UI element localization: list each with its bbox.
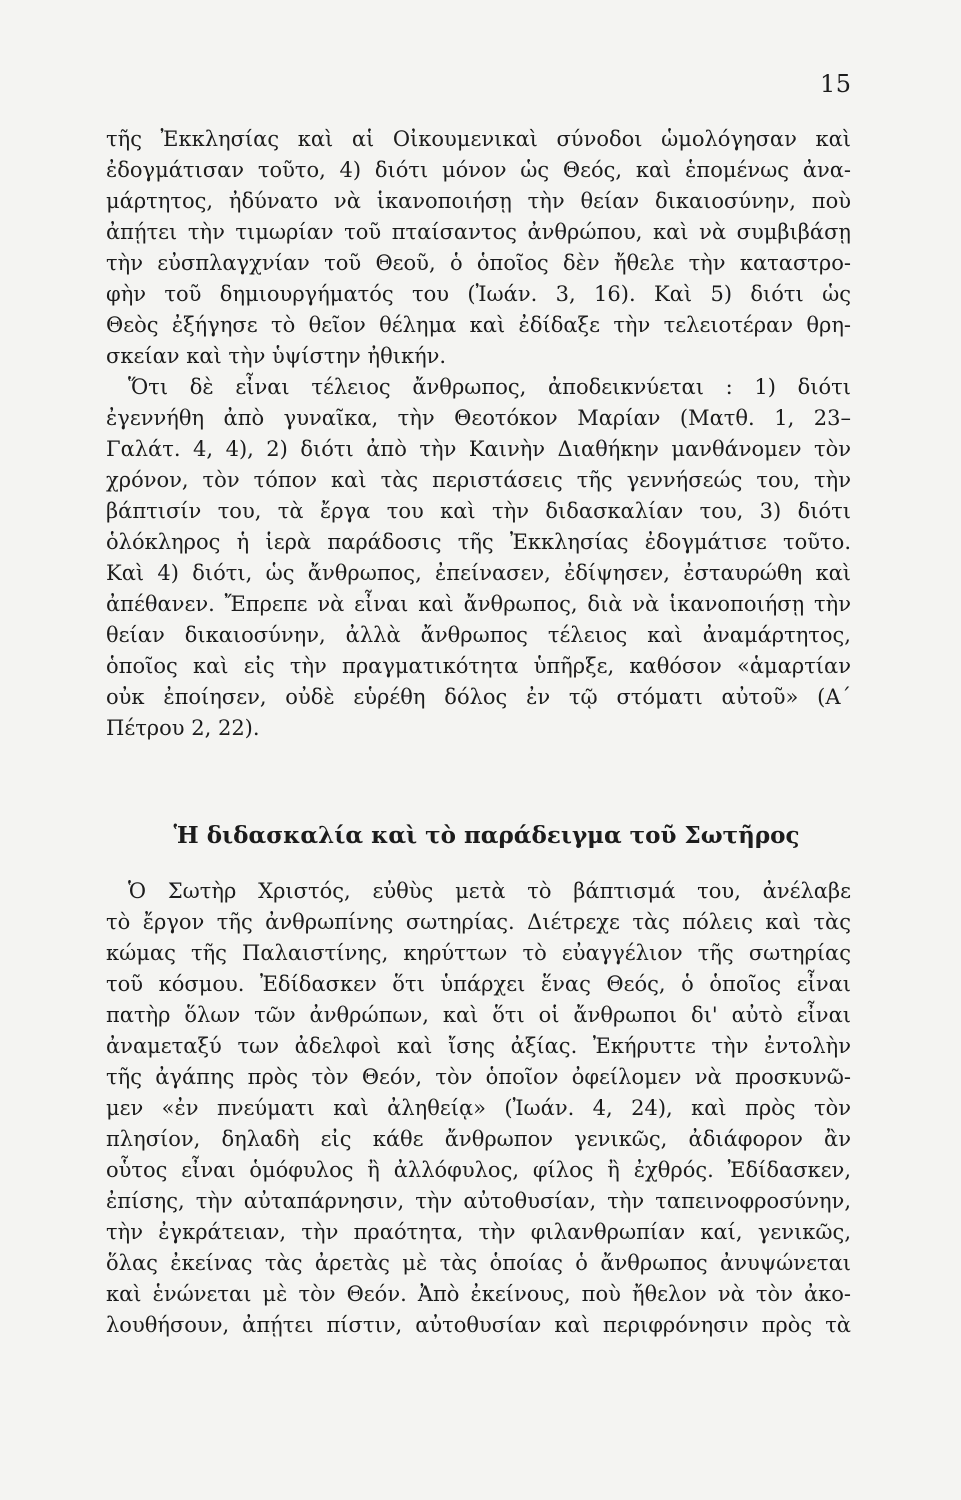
text-line: τῆς ἀγάπης πρὸς τὸν Θεόν, τὸν ὁποῖον ὀφείλομεν νὰ προσκυνῶ- [106,1065,851,1089]
section-heading: Ἡ διδασκαλία καὶ τὸ παράδειγμα τοῦ Σωτῆρος [173,822,800,849]
text-line: λουθήσουν, ἀπῄτει πίστιν, αὐτοθυσίαν καὶ περιφρόνησιν πρὸς τὰ [106,1313,851,1337]
text-line: ἀναμεταξύ των ἀδελφοὶ καὶ ἴσης ἀξίας. Ἐκήρυττε τὴν ἐντολὴν [106,1034,851,1058]
text-line: μεν «ἐν πνεύματι καὶ ἀληθείᾳ» (Ἰωάν. 4, 24), καὶ πρὸς τὸν [106,1096,851,1120]
text-line: χρόνον, τὸν τόπον καὶ τὰς περιστάσεις τῆς γεννήσεώς του, τὴν [106,468,851,492]
text-line: ὁλόκληρος ἡ ἱερὰ παράδοσις τῆς Ἐκκλησίας ἐδογμάτισε τοῦτο. [106,530,851,554]
text-line: οὗτος εἶναι ὁμόφυλος ἢ ἀλλόφυλος, φίλος ἢ ἐχθρός. Ἐδίδασκεν, [106,1158,851,1182]
text-line: Θεὸς ἐξήγησε τὸ θεῖον θέλημα καὶ ἐδίδαξε τὴν τελειοτέραν θρη- [106,313,851,337]
text-line: ὁποῖος καὶ εἰς τὴν πραγματικότητα ὑπῆρξε, καθόσον «ἁμαρτίαν [106,654,851,678]
text-line: ἐγεννήθη ἀπὸ γυναῖκα, τὴν Θεοτόκον Μαρίαν (Ματθ. 1, 23– [106,406,851,430]
text-line: τοῦ κόσμου. Ἐδίδασκεν ὅτι ὑπάρχει ἕνας Θεός, ὁ ὁποῖος εἶναι [106,972,851,996]
text-line: πλησίον, δηλαδὴ εἰς κάθε ἄνθρωπον γενικῶς, ἀδιάφορον ἂν [106,1127,851,1151]
text-line: σκείαν καὶ τὴν ὑψίστην ἠθικήν. [106,344,447,368]
text-line: ὅλας ἐκείνας τὰς ἀρετὰς μὲ τὰς ὁποίας ὁ ἄνθρωπος ἀνυψώνεται [106,1251,851,1275]
text-line: καὶ ἑνώνεται μὲ τὸν Θεόν. Ἀπὸ ἐκείνους, ποὺ ἤθελον νὰ τὸν ἀκο- [106,1282,851,1306]
text-line: μάρτητος, ἠδύνατο νὰ ἱκανοποιήσῃ τὴν θείαν δικαιοσύνην, ποὺ [106,189,851,213]
text-line: οὐκ ἐποίησεν, οὐδὲ εὑρέθη δόλος ἐν τῷ στόματι αὐτοῦ» (Α΄ [106,685,851,709]
text-line: βάπτισίν του, τὰ ἔργα του καὶ τὴν διδασκαλίαν του, 3) διότι [106,499,851,523]
text-line: ἀπῄτει τὴν τιμωρίαν τοῦ πταίσαντος ἀνθρώπου, καὶ νὰ συμβιβάσῃ [106,220,851,244]
text-line: Καὶ 4) διότι, ὡς ἄνθρωπος, ἐπείνασεν, ἐδίψησεν, ἐσταυρώθη καὶ [106,561,851,585]
text-line: τὴν εὐσπλαγχνίαν τοῦ Θεοῦ, ὁ ὁποῖος δὲν ἤθελε τὴν καταστρο- [106,251,851,275]
text-line: κώμας τῆς Παλαιστίνης, κηρύττων τὸ εὐαγγέλιον τῆς σωτηρίας [106,941,851,965]
text-line: θείαν δικαιοσύνην, ἀλλὰ ἄνθρωπος τέλειος καὶ ἀναμάρτητος, [106,623,851,647]
text-line: ἐπίσης, τὴν αὐταπάρνησιν, τὴν αὐτοθυσίαν, τὴν ταπεινοφροσύνην, [106,1189,851,1213]
text-line: Ὅτι δὲ εἶναι τέλειος ἄνθρωπος, ἀποδεικνύεται : 1) διότι [128,375,851,399]
text-line: τῆς Ἐκκλησίας καὶ αἱ Οἰκουμενικαὶ σύνοδοι ὡμολόγησαν καὶ [106,127,851,151]
text-line: ἐδογμάτισαν τοῦτο, 4) διότι μόνον ὡς Θεός, καὶ ἑπομένως ἀνα- [106,158,851,182]
text-line: Ὁ Σωτὴρ Χριστός, εὐθὺς μετὰ τὸ βάπτισμά του, ἀνέλαβε [128,879,851,903]
text-line: Γαλάτ. 4, 4), 2) διότι ἀπὸ τὴν Καινὴν Διαθήκην μανθάνομεν τὸν [106,437,851,461]
text-line: ἀπέθανεν. Ἔπρεπε νὰ εἶναι καὶ ἄνθρωπος, διὰ νὰ ἱκανοποιήσῃ τὴν [106,592,851,616]
text-line: τὴν ἐγκράτειαν, τὴν πραότητα, τὴν φιλανθρωπίαν καί, γενικῶς, [106,1220,851,1244]
text-line: πατὴρ ὅλων τῶν ἀνθρώπων, καὶ ὅτι οἱ ἄνθρωποι δι' αὐτὸ εἶναι [106,1003,851,1027]
page-number: 15 [820,70,852,98]
text-line: Πέτρου 2, 22). [106,716,260,740]
text-line: τὸ ἔργον τῆς ἀνθρωπίνης σωτηρίας. Διέτρεχε τὰς πόλεις καὶ τὰς [106,910,851,934]
text-line: φὴν τοῦ δημιουργήματός του (Ἰωάν. 3, 16). Καὶ 5) διότι ὡς [106,282,851,306]
